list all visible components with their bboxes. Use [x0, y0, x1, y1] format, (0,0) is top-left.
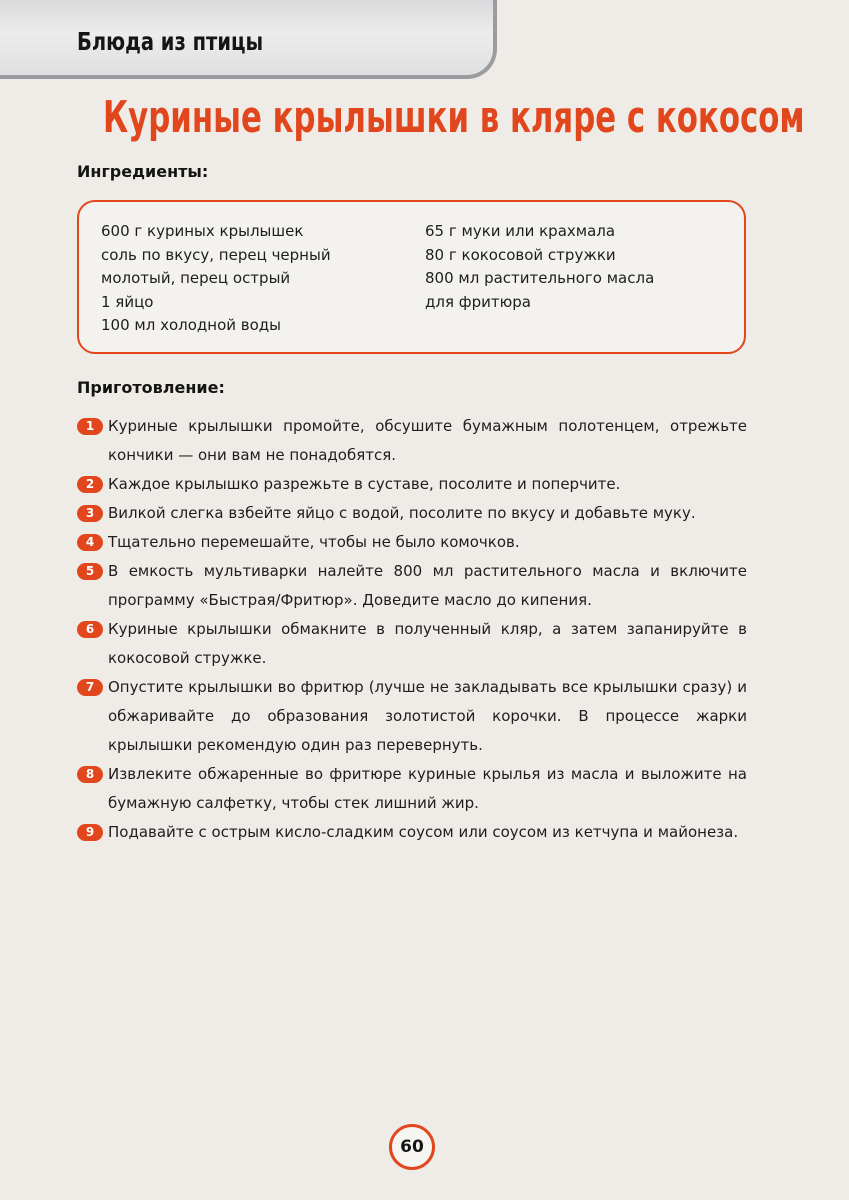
- ingredient-item: соль по вкусу, перец черный: [101, 245, 331, 264]
- step-number-badge: 6: [77, 621, 103, 638]
- ingredients-right-column: [425, 220, 725, 314]
- step-text: Куриные крылышки промойте, обсушите бумажным полотенцем, отрежьте кончики — они вам не понадобятся.: [108, 417, 747, 464]
- step-text: Вилкой слегка взбейте яйцо с водой, посолите по вкусу и добавьте муку.: [108, 504, 696, 522]
- section-title: Блюда из птицы: [77, 27, 264, 56]
- step-item: [77, 412, 747, 470]
- ingredient-item: 1 яйцо: [101, 292, 154, 311]
- step-number-badge: 5: [77, 563, 103, 580]
- step-item: [77, 818, 747, 847]
- step-text: Куриные крылышки обмакните в полученный кляр, а затем запанируйте в кокосовой стружке.: [108, 620, 747, 667]
- ingredients-box: [77, 200, 746, 354]
- step-number-badge: 7: [77, 679, 103, 696]
- step-text: Извлеките обжаренные во фритюре куриные крылья из масла и выложите на бумажную салфетку, чтобы стек лишний жир.: [108, 765, 747, 812]
- step-item: [77, 557, 747, 615]
- step-item: [77, 673, 747, 760]
- ingredients-heading: Ингредиенты:: [77, 162, 209, 181]
- ingredient-item: для фритюра: [425, 292, 531, 311]
- step-item: [77, 615, 747, 673]
- step-number-badge: 2: [77, 476, 103, 493]
- ingredient-item: 65 г муки или крахмала: [425, 222, 616, 240]
- step-text: Опустите крылышки во фритюр (лучше не закладывать все крылышки сразу) и обжаривайте до образования золотистой корочки. В процессе жарки крылышки рекомендую один раз перевернуть.: [108, 678, 747, 754]
- step-number-badge: 9: [77, 824, 103, 841]
- ingredient-item: 80 г кокосовой стружки: [425, 245, 616, 264]
- step-number-badge: 3: [77, 505, 103, 522]
- step-item: [77, 499, 747, 528]
- step-number-badge: 8: [77, 766, 103, 783]
- step-text: Тщательно перемешайте, чтобы не было комочков.: [108, 533, 520, 551]
- step-text: Подавайте с острым кисло-сладким соусом или соусом из кетчупа и майонеза.: [108, 823, 739, 841]
- ingredients-left-column: [101, 220, 401, 338]
- ingredient-item: 100 мл холодной воды: [101, 316, 281, 334]
- step-item: [77, 470, 747, 499]
- step-number-badge: 4: [77, 534, 103, 551]
- step-text: В емкость мультиварки налейте 800 мл растительного масла и включите программу «Быстрая/Фритюр». Доведите масло до кипения.: [108, 562, 747, 609]
- preparation-heading: Приготовление:: [77, 378, 225, 397]
- page-number: 60: [389, 1124, 435, 1170]
- recipe-title: Куриные крылышки в кляре с кокосом: [103, 92, 805, 143]
- step-number-badge: 1: [77, 418, 103, 435]
- step-text: Каждое крылышко разрежьте в суставе, посолите и поперчите.: [108, 475, 621, 493]
- step-item: [77, 528, 747, 557]
- ingredient-item: молотый, перец острый: [101, 269, 291, 287]
- ingredient-item: 800 мл растительного масла: [425, 269, 655, 287]
- preparation-steps: [77, 412, 747, 847]
- step-item: [77, 760, 747, 818]
- ingredient-item: 600 г куриных крылышек: [101, 222, 304, 240]
